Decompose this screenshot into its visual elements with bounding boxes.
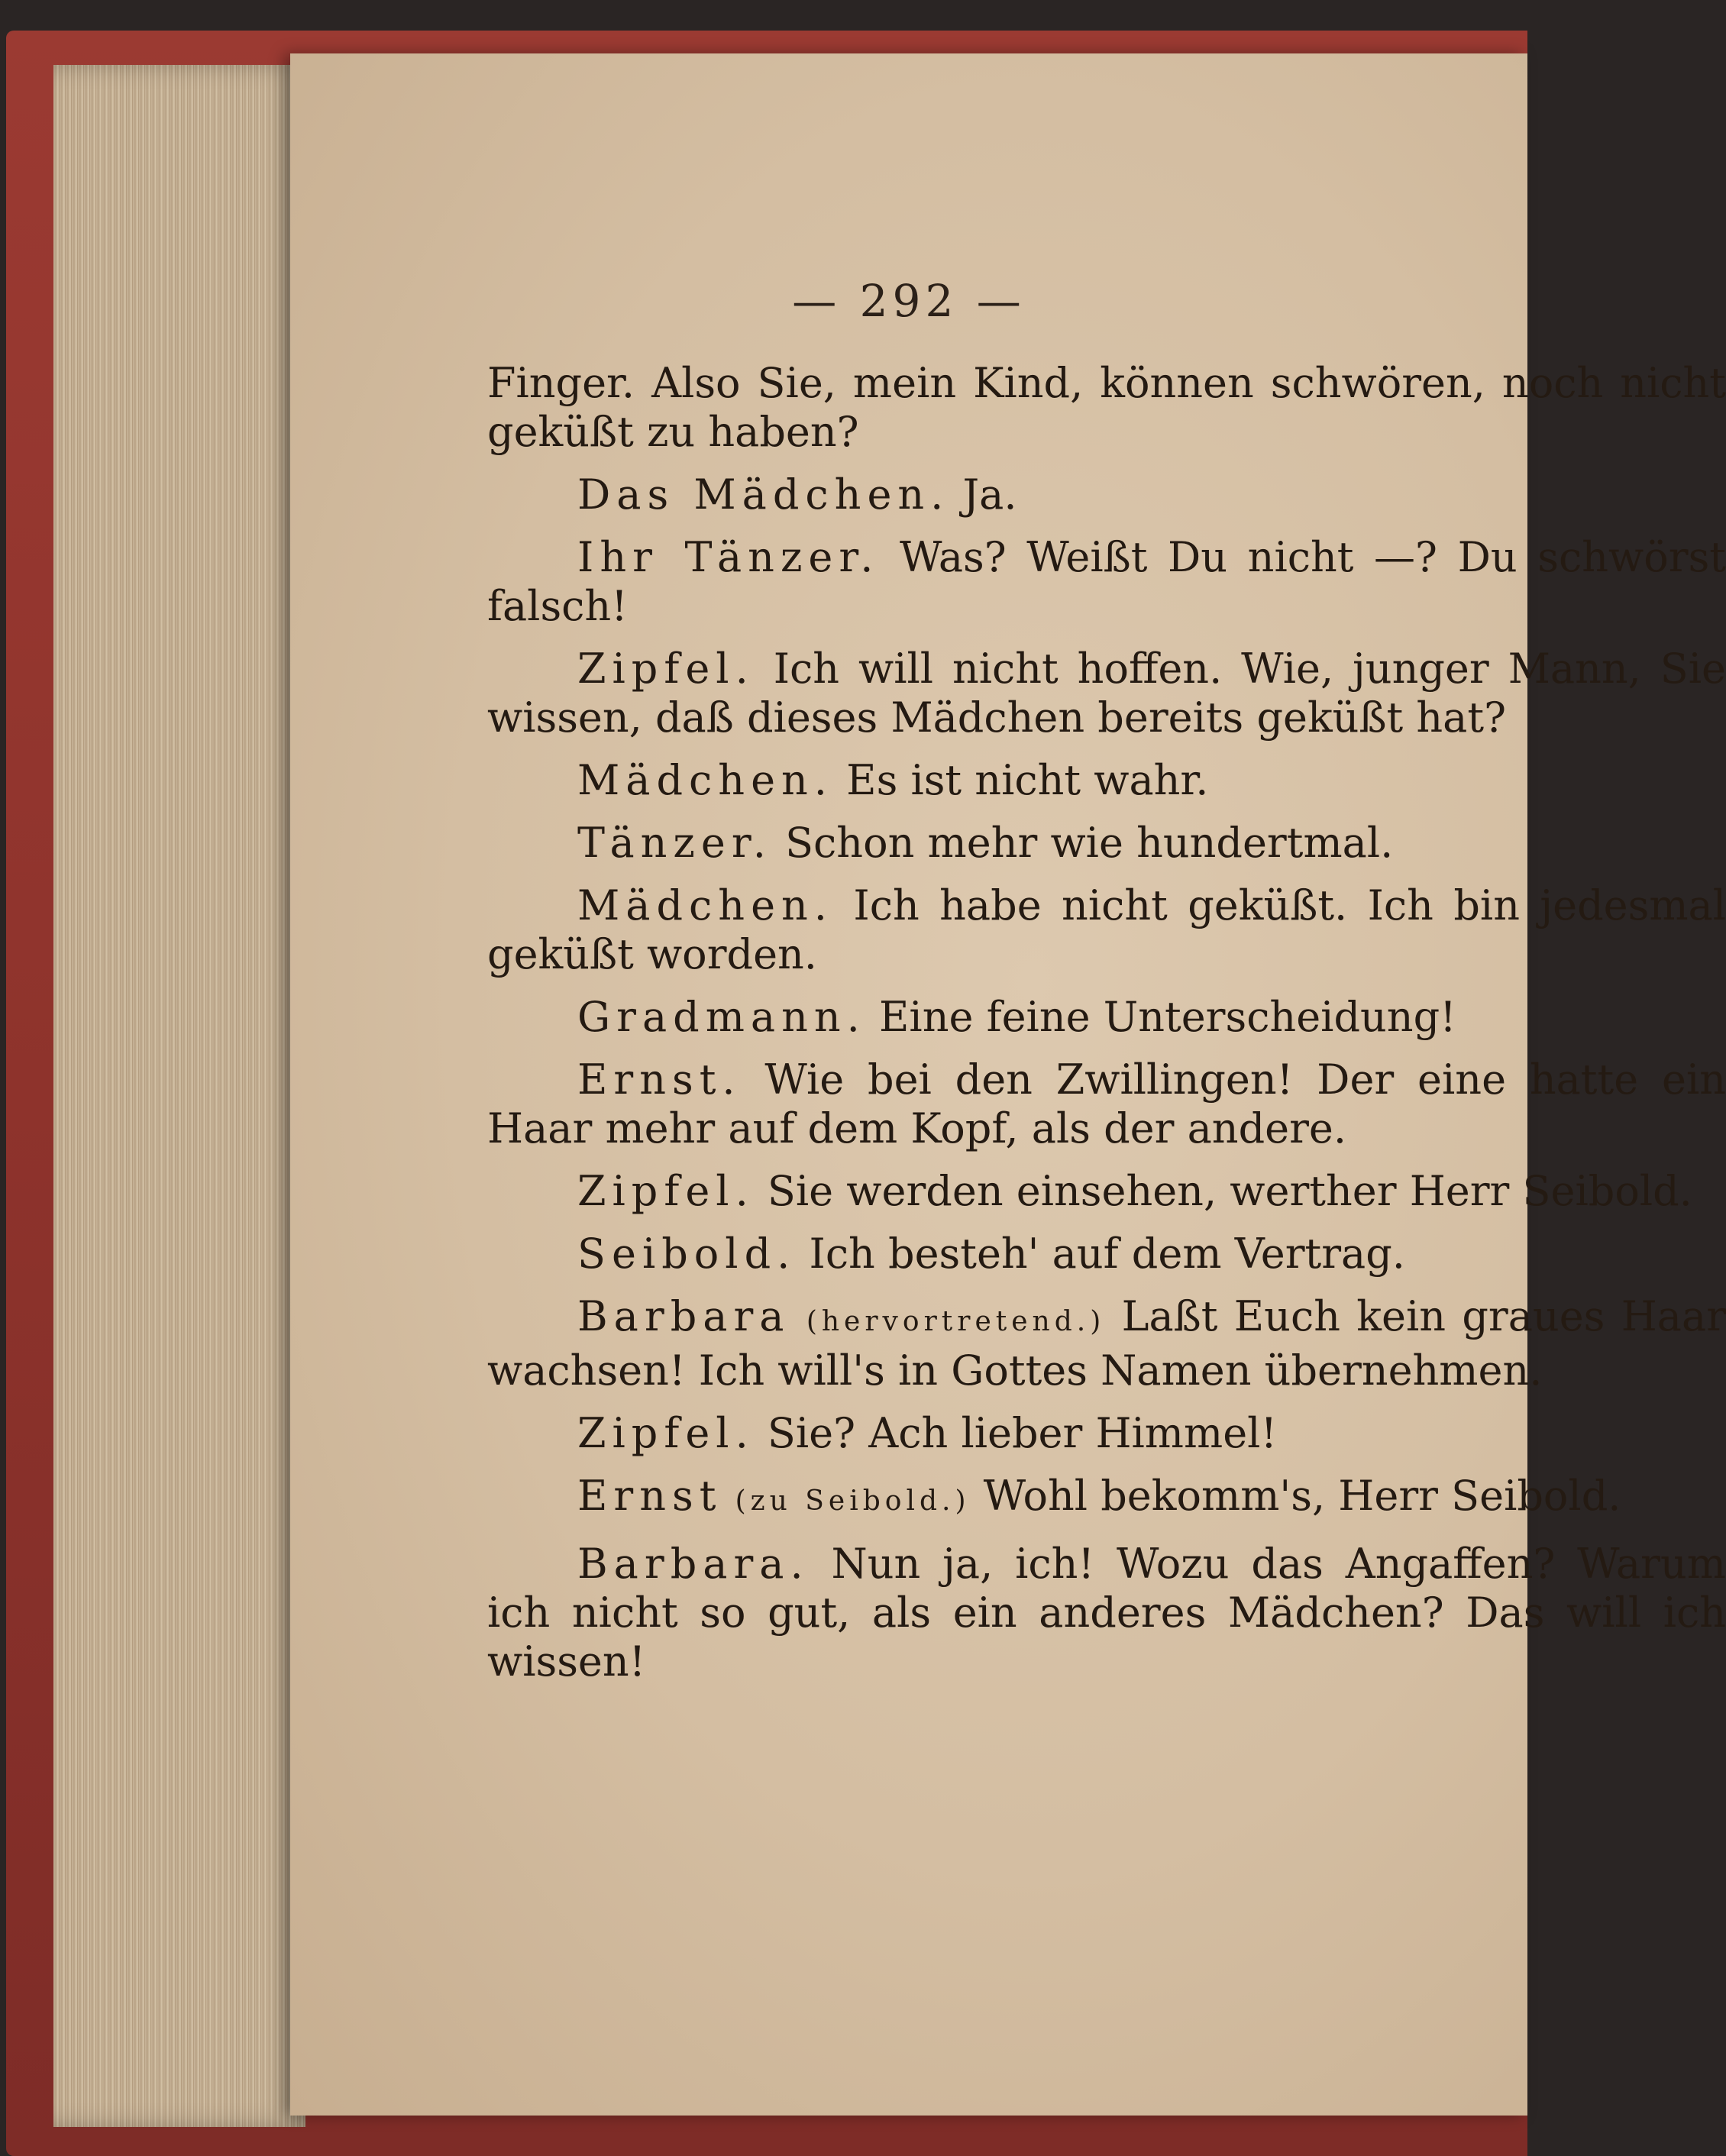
speaker-name: Ernst. bbox=[577, 1055, 742, 1104]
paragraph-text: Wie bei den Zwillingen! Der eine hatte ein Haar mehr auf dem Kopf, als der andere. bbox=[487, 1055, 1726, 1152]
page-number: — 292 — bbox=[792, 275, 1026, 327]
speaker-name: Seibold. bbox=[577, 1230, 797, 1278]
book-page bbox=[290, 53, 1726, 2116]
paragraph bbox=[487, 881, 1726, 979]
paragraph-text: Ich habe nicht geküßt. Ich bin jedesmal geküßt worden. bbox=[487, 881, 1726, 978]
paragraph-text: Finger. Also Sie, mein Kind, können schwören, noch nicht geküßt zu haben? bbox=[487, 359, 1726, 456]
speaker-name: Mädchen. bbox=[577, 756, 833, 804]
paragraph bbox=[487, 470, 1726, 519]
speaker-name: Ihr Tänzer. bbox=[577, 533, 880, 581]
paragraph bbox=[487, 1230, 1726, 1278]
paragraph-text: Laßt Euch kein graues Haar wachsen! Ich will's in Gottes Namen übernehmen. bbox=[487, 1292, 1726, 1395]
dialogue-text bbox=[487, 359, 1726, 1700]
speaker-name: Barbara. bbox=[577, 1540, 810, 1588]
paragraph-text: Wohl bekomm's, Herr Seibold. bbox=[983, 1472, 1621, 1520]
page-edges bbox=[53, 65, 305, 2127]
speaker-name: Barbara bbox=[577, 1292, 790, 1340]
paragraph bbox=[487, 533, 1726, 631]
speaker-name: Zipfel. bbox=[577, 1409, 755, 1457]
paragraph bbox=[487, 645, 1726, 742]
paragraph bbox=[487, 1055, 1726, 1153]
paragraph bbox=[487, 1540, 1726, 1686]
speaker-name: Gradmann. bbox=[577, 993, 866, 1041]
paragraph bbox=[487, 1409, 1726, 1458]
speaker-name: Mädchen. bbox=[577, 881, 833, 929]
paragraph bbox=[487, 1472, 1726, 1526]
speaker-name: Tänzer. bbox=[577, 819, 772, 867]
speaker-name: Ernst bbox=[577, 1472, 722, 1520]
paragraph-text: Ich besteh' auf dem Vertrag. bbox=[809, 1230, 1405, 1278]
stage-direction: (zu Seibold.) bbox=[735, 1485, 971, 1517]
paragraph-text: Ich will nicht hoffen. Wie, junger Mann, Sie wissen, daß dieses Mädchen bereits geküßt hat? bbox=[487, 645, 1726, 742]
paragraph bbox=[487, 993, 1726, 1042]
paragraph bbox=[487, 1167, 1726, 1216]
paragraph-text: Nun ja, ich! Wozu das Angaffen? Warum ich nicht so gut, als ein anderes Mädchen? Das will ich wissen! bbox=[487, 1540, 1726, 1686]
paragraph bbox=[487, 819, 1726, 868]
paragraph-text: Schon mehr wie hundertmal. bbox=[785, 819, 1394, 867]
paragraph bbox=[487, 1292, 1726, 1395]
paragraph bbox=[487, 756, 1726, 805]
paragraph-text: Sie? Ach lieber Himmel! bbox=[767, 1409, 1278, 1457]
paragraph-text: Was? Weißt Du nicht —? Du schwörst falsch! bbox=[487, 533, 1726, 630]
paragraph-text: Sie werden einsehen, werther Herr Seibold. bbox=[767, 1167, 1692, 1215]
speaker-name: Zipfel. bbox=[577, 1167, 755, 1215]
paragraph-text: Ja. bbox=[962, 470, 1017, 519]
speaker-name: Das Mädchen. bbox=[577, 470, 950, 519]
paragraph-text: Es ist nicht wahr. bbox=[846, 756, 1209, 804]
speaker-name: Zipfel. bbox=[577, 645, 755, 693]
paragraph bbox=[487, 359, 1726, 457]
stage-direction: (hervortretend.) bbox=[806, 1306, 1106, 1337]
paragraph-text: Eine feine Unterscheidung! bbox=[879, 993, 1456, 1041]
